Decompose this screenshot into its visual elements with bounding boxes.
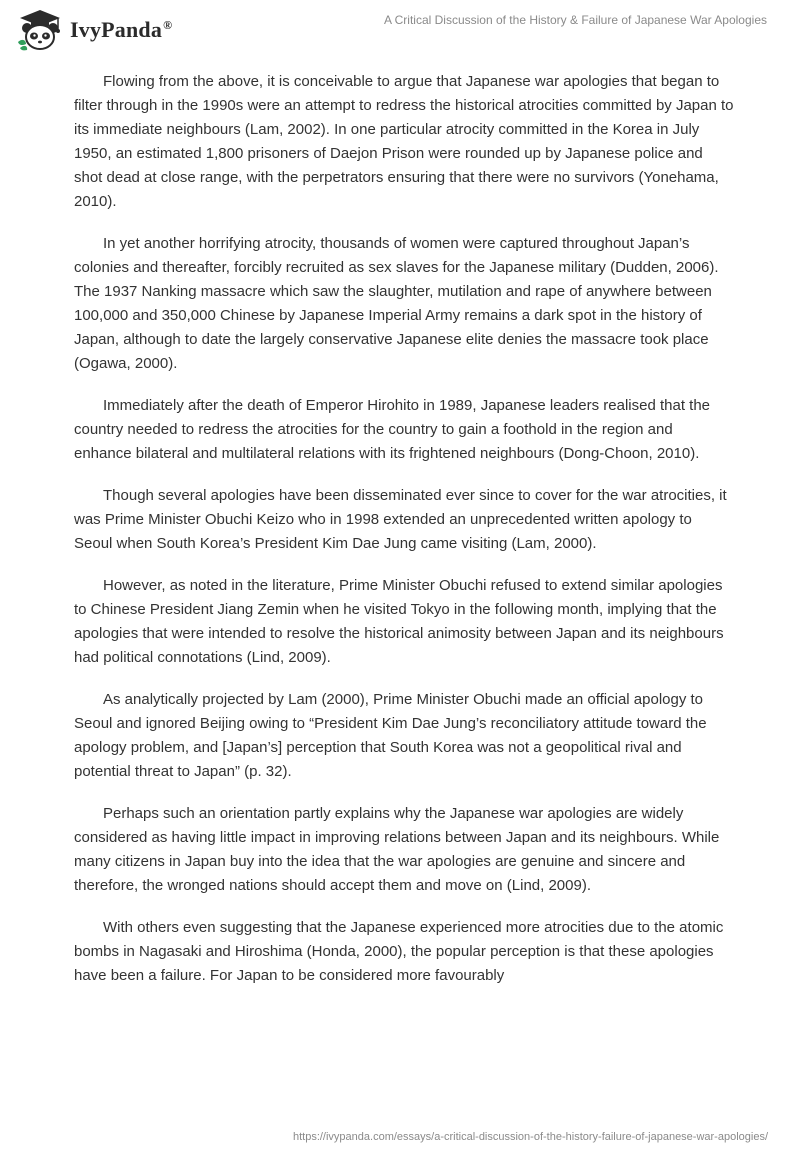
page-header: [0, 0, 800, 70]
registered-mark: ®: [163, 17, 173, 32]
paragraph-3: Immediately after the death of Emperor Hirohito in 1989, Japanese leaders realised that the country needed to redress the atrocities for the country to gain a foothold in the region and enhance bilateral and multilateral relations with its frightened neighbours (Dong-Choon, 2010).: [74, 397, 711, 462]
paragraph-4: Though several apologies have been disseminated ever since to cover for the war atrocities, it was Prime Minister Obuchi Keizo who in 1998 extended an unprecedented written apology to Seoul when South Korea’s President Kim Dae Jung came visiting (Lam, 2000).: [74, 487, 727, 552]
essay-body: [74, 70, 734, 1006]
document-title: A Critical Discussion of the History & Failure of Japanese War Apologies: [383, 13, 767, 27]
logo-wordmark: IvyPanda®: [70, 17, 173, 42]
paragraph-1: Flowing from the above, it is conceivable to argue that Japanese war apologies that began to filter through in the 1990s were an attempt to redress the historical atrocities committed by Japan to its immediate neighbours (Lam, 2002). In one particular atrocity committed in the Korea in July 1950, an estimated 1,800 prisoners of Daejon Prison were rounded up by Japanese police and shot dead at close range, with the perpetrators ensuring that there were no survivors (Yonehama, 2010).: [74, 73, 734, 210]
paragraph-6: As analytically projected by Lam (2000), Prime Minister Obuchi made an official apology to Seoul and ignored Beijing owing to “President Kim Dae Jung’s reconciliatory attitude toward the apology problem, and [Japan’s] perception that South Korea was not a geopolitical rival and potential threat to Japan” (p. 32).: [74, 691, 707, 780]
paragraph-7: Perhaps such an orientation partly explains why the Japanese war apologies are widely considered as having little impact in improving relations between Japan and its neighbours. While many citizens in Japan buy into the idea that the war apologies are genuine and sincere and therefore, the wronged nations should accept them and move on (Lind, 2009).: [74, 805, 720, 894]
panda-graduate-icon: [14, 8, 66, 52]
source-url[interactable]: https://ivypanda.com/essays/a-critical-discussion-of-the-history-failure-of-japanese-war-apologies/: [292, 1131, 768, 1143]
ivypanda-logo[interactable]: [14, 8, 172, 52]
paragraph-5: However, as noted in the literature, Prime Minister Obuchi refused to extend similar apologies to Chinese President Jiang Zemin when he visited Tokyo in the following month, implying that the apologies that were intended to resolve the historical animosity between Japan and its neighbours had political connotations (Lind, 2009).: [74, 577, 724, 666]
paragraph-8: With others even suggesting that the Japanese experienced more atrocities due to the atomic bombs in Nagasaki and Hiroshima (Honda, 2000), the popular perception is that these apologies have been a failure. For Japan to be considered more favourably: [74, 919, 724, 984]
paragraph-2: In yet another horrifying atrocity, thousands of women were captured throughout Japan’s colonies and thereafter, forcibly recruited as sex slaves for the Japanese military (Dudden, 2006). The 1937 Nanking massacre which saw the slaughter, mutilation and rape of anywhere between 100,000 and 350,000 Chinese by Japanese Imperial Army remains a dark spot in the history of Japan, although to date the largely conservative Japanese elite denies the massacre took place (Ogawa, 2000).: [74, 235, 719, 372]
